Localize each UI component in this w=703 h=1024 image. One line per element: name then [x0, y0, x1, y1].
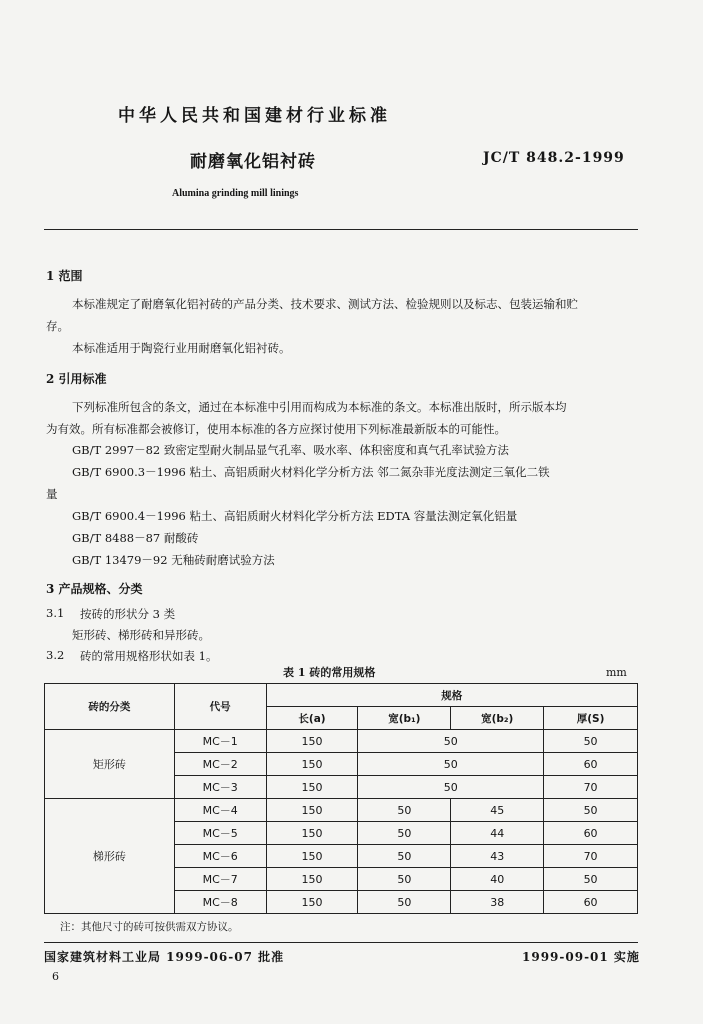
section-3-heading: 3 产品规格、分类 — [46, 582, 143, 596]
document-title-en: Alumina grinding mill linings — [172, 188, 299, 199]
header-category: 砖的分类 — [45, 684, 175, 730]
cell-code: MC－5 — [174, 822, 266, 845]
standard-org-title: 中华人民共和国建材行业标准 — [118, 106, 391, 126]
reference-item: GB/T 2997－82 致密定型耐火制品显气孔率、吸水率、体积密度和真气孔率试验方法 — [72, 443, 509, 457]
cell-code: MC－7 — [174, 868, 266, 891]
reference-item: GB/T 13479－92 无釉砖耐磨试验方法 — [72, 553, 275, 567]
cell-length: 150 — [266, 822, 358, 845]
clause-3-2-number: 3.2 — [46, 648, 65, 662]
table-note: 注：其他尺寸的砖可按供需双方协议。 — [60, 921, 239, 933]
cell-thickness: 70 — [544, 776, 638, 799]
cell-thickness: 50 — [544, 799, 638, 822]
cell-thickness: 60 — [544, 822, 638, 845]
cell-width: 50 — [358, 730, 544, 753]
cell-width-b1: 50 — [358, 868, 451, 891]
section-1-para-2: 本标准适用于陶瓷行业用耐磨氧化铝衬砖。 — [72, 341, 291, 355]
section-1-para-1: 本标准规定了耐磨氧化铝衬砖的产品分类、技术要求、测试方法、检验规则以及标志、包装运输和贮 — [72, 297, 578, 311]
header-code: 代号 — [174, 684, 266, 730]
header-width-b1: 宽(b₁) — [358, 707, 451, 730]
group-trapezoid: 梯形砖 — [45, 799, 175, 914]
cell-code: MC－2 — [174, 753, 266, 776]
header-rule — [44, 229, 638, 230]
cell-code: MC－8 — [174, 891, 266, 914]
clause-3-1-number: 3.1 — [46, 606, 65, 620]
approval-line: 国家建筑材料工业局 1999-06-07 批准 — [44, 950, 285, 964]
cell-thickness: 60 — [544, 891, 638, 914]
table-unit: mm — [606, 666, 627, 679]
reference-item-cont: 量 — [46, 487, 58, 501]
cell-width-b1: 50 — [358, 822, 451, 845]
cell-length: 150 — [266, 891, 358, 914]
section-2-para-1: 下列标准所包含的条文，通过在本标准中引用而构成为本标准的条文。本标准出版时，所示版本均 — [72, 400, 567, 414]
reference-item: GB/T 6900.4－1996 粘土、高铝质耐火材料化学分析方法 EDTA 容量法测定氧化铝量 — [72, 509, 518, 523]
header-width-b2: 宽(b₂) — [451, 707, 544, 730]
document-title-zh: 耐磨氧化铝衬砖 — [190, 152, 316, 172]
cell-width-b1: 50 — [358, 799, 451, 822]
table-caption: 表 1 砖的常用规格 — [283, 666, 376, 679]
section-1-heading: 1 范围 — [46, 269, 83, 283]
spec-table — [44, 683, 638, 914]
cell-width-b2: 40 — [451, 868, 544, 891]
standard-code: JC/T 848.2-1999 — [483, 150, 625, 166]
cell-code: MC－1 — [174, 730, 266, 753]
cell-width-b1: 50 — [358, 891, 451, 914]
cell-length: 150 — [266, 845, 358, 868]
clause-3-1-text: 按砖的形状分 3 类 — [80, 607, 176, 621]
cell-code: MC－6 — [174, 845, 266, 868]
group-rectangular: 矩形砖 — [45, 730, 175, 799]
cell-width-b2: 38 — [451, 891, 544, 914]
cell-width: 50 — [358, 753, 544, 776]
cell-width: 50 — [358, 776, 544, 799]
section-1-para-1-cont: 存。 — [46, 319, 69, 333]
implementation-date: 1999-09-01 实施 — [522, 950, 640, 964]
cell-thickness: 70 — [544, 845, 638, 868]
cell-code: MC－4 — [174, 799, 266, 822]
page-number: 6 — [52, 970, 59, 983]
cell-length: 150 — [266, 730, 358, 753]
reference-item: GB/T 8488－87 耐酸砖 — [72, 531, 199, 545]
cell-width-b2: 43 — [451, 845, 544, 868]
cell-width-b1: 50 — [358, 845, 451, 868]
table-row — [45, 799, 638, 822]
cell-thickness: 50 — [544, 868, 638, 891]
cell-code: MC－3 — [174, 776, 266, 799]
header-spec: 规格 — [266, 684, 637, 707]
clause-3-1-subtext: 矩形砖、梯形砖和异形砖。 — [72, 628, 210, 642]
table-row — [45, 730, 638, 753]
reference-item: GB/T 6900.3－1996 粘土、高铝质耐火材料化学分析方法 邻二氮杂菲光度法测定三氧化二铁 — [72, 465, 550, 479]
header-thickness: 厚(S) — [544, 707, 638, 730]
cell-thickness: 60 — [544, 753, 638, 776]
cell-length: 150 — [266, 776, 358, 799]
cell-width-b2: 45 — [451, 799, 544, 822]
cell-length: 150 — [266, 868, 358, 891]
cell-thickness: 50 — [544, 730, 638, 753]
cell-width-b2: 44 — [451, 822, 544, 845]
section-2-heading: 2 引用标准 — [46, 372, 107, 386]
footer-rule — [44, 942, 638, 943]
cell-length: 150 — [266, 753, 358, 776]
section-2-para-1-cont: 为有效。所有标准都会被修订，使用本标准的各方应探讨使用下列标准最新版本的可能性。 — [46, 422, 506, 436]
clause-3-2-text: 砖的常用规格形状如表 1。 — [80, 649, 218, 663]
header-length: 长(a) — [266, 707, 358, 730]
cell-length: 150 — [266, 799, 358, 822]
